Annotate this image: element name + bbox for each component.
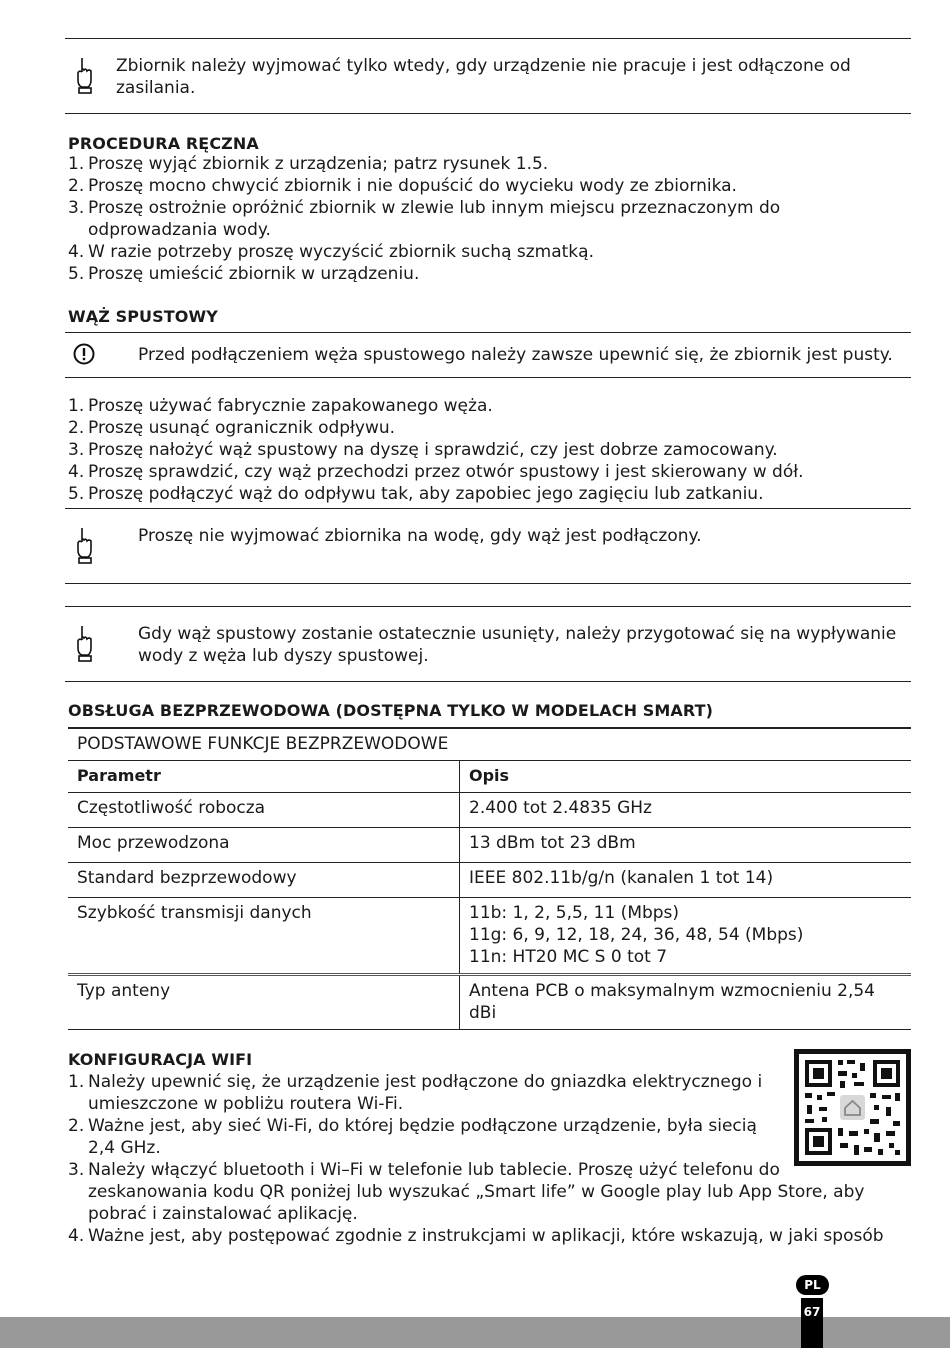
list-item: 2. Proszę usunąć ogranicznik odpływu. bbox=[68, 418, 396, 438]
list-item: 4. Ważne jest, aby postępować zgodnie z instrukcjami w aplikacji, które wskazują, w jaki sposób bbox=[68, 1226, 884, 1246]
list-item: 1. Proszę używać fabrycznie zapakowanego węża. bbox=[68, 396, 493, 416]
list-item: 3. Proszę ostrożnie opróżnić zbiornik w zlewie lub innym miejscu przeznaczonym do odprowadzania wody. bbox=[68, 198, 781, 240]
table-title: PODSTAWOWE FUNKCJE BEZPRZEWODOWE bbox=[77, 734, 449, 754]
divider bbox=[65, 681, 911, 682]
divider bbox=[65, 583, 911, 584]
list-item: 2. Ważne jest, aby sieć Wi-Fi, do której będzie podłączone urządzenie, była siecią 2,4 GHz. bbox=[68, 1116, 757, 1158]
table-cell-desc: 13 dBm tot 23 dBm bbox=[469, 833, 636, 853]
list-item: 3. Proszę nałożyć wąż spustowy na dyszę i sprawdzić, czy jest dobrze zamocowany. bbox=[68, 440, 778, 460]
divider bbox=[65, 332, 911, 333]
table-row bbox=[68, 975, 911, 1030]
section-heading-hose: WĄŻ SPUSTOWY bbox=[68, 307, 218, 326]
list-item: 4. W razie potrzeby proszę wyczyścić zbiornik suchą szmatką. bbox=[68, 242, 594, 262]
table-cell-desc: IEEE 802.11b/g/n (kanalen 1 tot 14) bbox=[469, 868, 774, 888]
note-hose-removed: Gdy wąż spustowy zostanie ostatecznie usunięty, należy przygotować się na wypływanie wody z węża lub dyszy spustowej. bbox=[138, 624, 897, 666]
table-cell-param: Typ anteny bbox=[68, 975, 460, 1030]
section-heading-wireless: OBSŁUGA BEZPRZEWODOWA (DOSTĘPNA TYLKO W MODELACH SMART) bbox=[68, 701, 713, 720]
pointing-hand-icon bbox=[73, 624, 95, 662]
divider bbox=[65, 508, 911, 509]
wifi-steps-list bbox=[68, 1071, 898, 1247]
table-cell-param: Częstotliwość robocza bbox=[68, 793, 460, 828]
section-heading-manual: PROCEDURA RĘCZNA bbox=[68, 134, 259, 153]
qr-code-icon bbox=[794, 1049, 911, 1166]
list-item: 1. Proszę wyjąć zbiornik z urządzenia; patrz rysunek 1.5. bbox=[68, 154, 549, 174]
hose-steps-list bbox=[68, 395, 898, 505]
list-item: 3. Należy włączyć bluetooth i Wi–Fi w telefonie lub tablecie. Proszę użyć telefonu do zeskanowania kodu QR poniżej lub wyszukać „Smart life” w Google play lub App Store, aby pobrać i zainstalować aplikację. bbox=[68, 1160, 865, 1224]
table-cell-desc: 2.400 tot 2.4835 GHz bbox=[469, 798, 652, 818]
table-row bbox=[68, 793, 911, 828]
table-cell-desc: 11b: 1, 2, 5,5, 11 (Mbps) 11g: 6, 9, 12, 18, 24, 36, 48, 54 (Mbps) 11n: HT20 MC S 0 tot 7 bbox=[469, 903, 804, 967]
table-cell-param: Szybkość transmisji danych bbox=[68, 898, 460, 975]
table-cell-param: Standard bezprzewodowy bbox=[68, 863, 460, 898]
manual-steps-list bbox=[68, 153, 898, 285]
divider bbox=[65, 113, 911, 114]
list-item: 5. Proszę podłączyć wąż do odpływu tak, aby zapobiec jego zagięciu lub zatkaniu. bbox=[68, 484, 764, 504]
table-cell-desc: Antena PCB o maksymalnym wzmocnieniu 2,54 dBi bbox=[469, 981, 875, 1023]
table-title-row bbox=[68, 728, 911, 761]
table-row bbox=[68, 898, 911, 975]
note-tank-removal: Zbiornik należy wyjmować tylko wtedy, gdy urządzenie nie pracuje i jest odłączone od zasilania. bbox=[116, 56, 851, 98]
column-header-description: Opis bbox=[469, 766, 510, 785]
list-item: 5. Proszę umieścić zbiornik w urządzeniu. bbox=[68, 264, 420, 284]
list-item: 1. Należy upewnić się, że urządzenie jest podłączone do gniazdka elektrycznego i umieszczone w pobliżu routera Wi-Fi. bbox=[68, 1072, 763, 1114]
language-badge: PL bbox=[796, 1275, 829, 1295]
pointing-hand-icon bbox=[73, 526, 95, 564]
table-cell-param: Moc przewodzona bbox=[68, 828, 460, 863]
note-no-tank-removal: Proszę nie wyjmować zbiornika na wodę, gdy wąż jest podłączony. bbox=[138, 526, 702, 546]
page-number bbox=[801, 1298, 823, 1348]
table-header-row bbox=[68, 761, 911, 793]
divider bbox=[65, 38, 911, 39]
pointing-hand-icon bbox=[73, 56, 95, 94]
exclamation-circle-icon bbox=[73, 343, 95, 365]
list-item: 4. Proszę sprawdzić, czy wąż przechodzi przez otwór spustowy i jest skierowany w dół. bbox=[68, 462, 804, 482]
wireless-spec-table bbox=[68, 727, 911, 1030]
list-item: 2. Proszę mocno chwycić zbiornik i nie dopuścić do wycieku wody ze zbiornika. bbox=[68, 176, 737, 196]
divider bbox=[65, 377, 911, 378]
note-hose-check: Przed podłączeniem węża spustowego należy zawsze upewnić się, że zbiornik jest pusty. bbox=[138, 345, 893, 365]
page-number-label: 67 bbox=[803, 1305, 821, 1319]
table-row bbox=[68, 863, 911, 898]
column-header-parameter: Parametr bbox=[68, 761, 460, 793]
section-heading-wifi: KONFIGURACJA WIFI bbox=[68, 1050, 253, 1069]
divider bbox=[65, 606, 911, 607]
table-row bbox=[68, 828, 911, 863]
